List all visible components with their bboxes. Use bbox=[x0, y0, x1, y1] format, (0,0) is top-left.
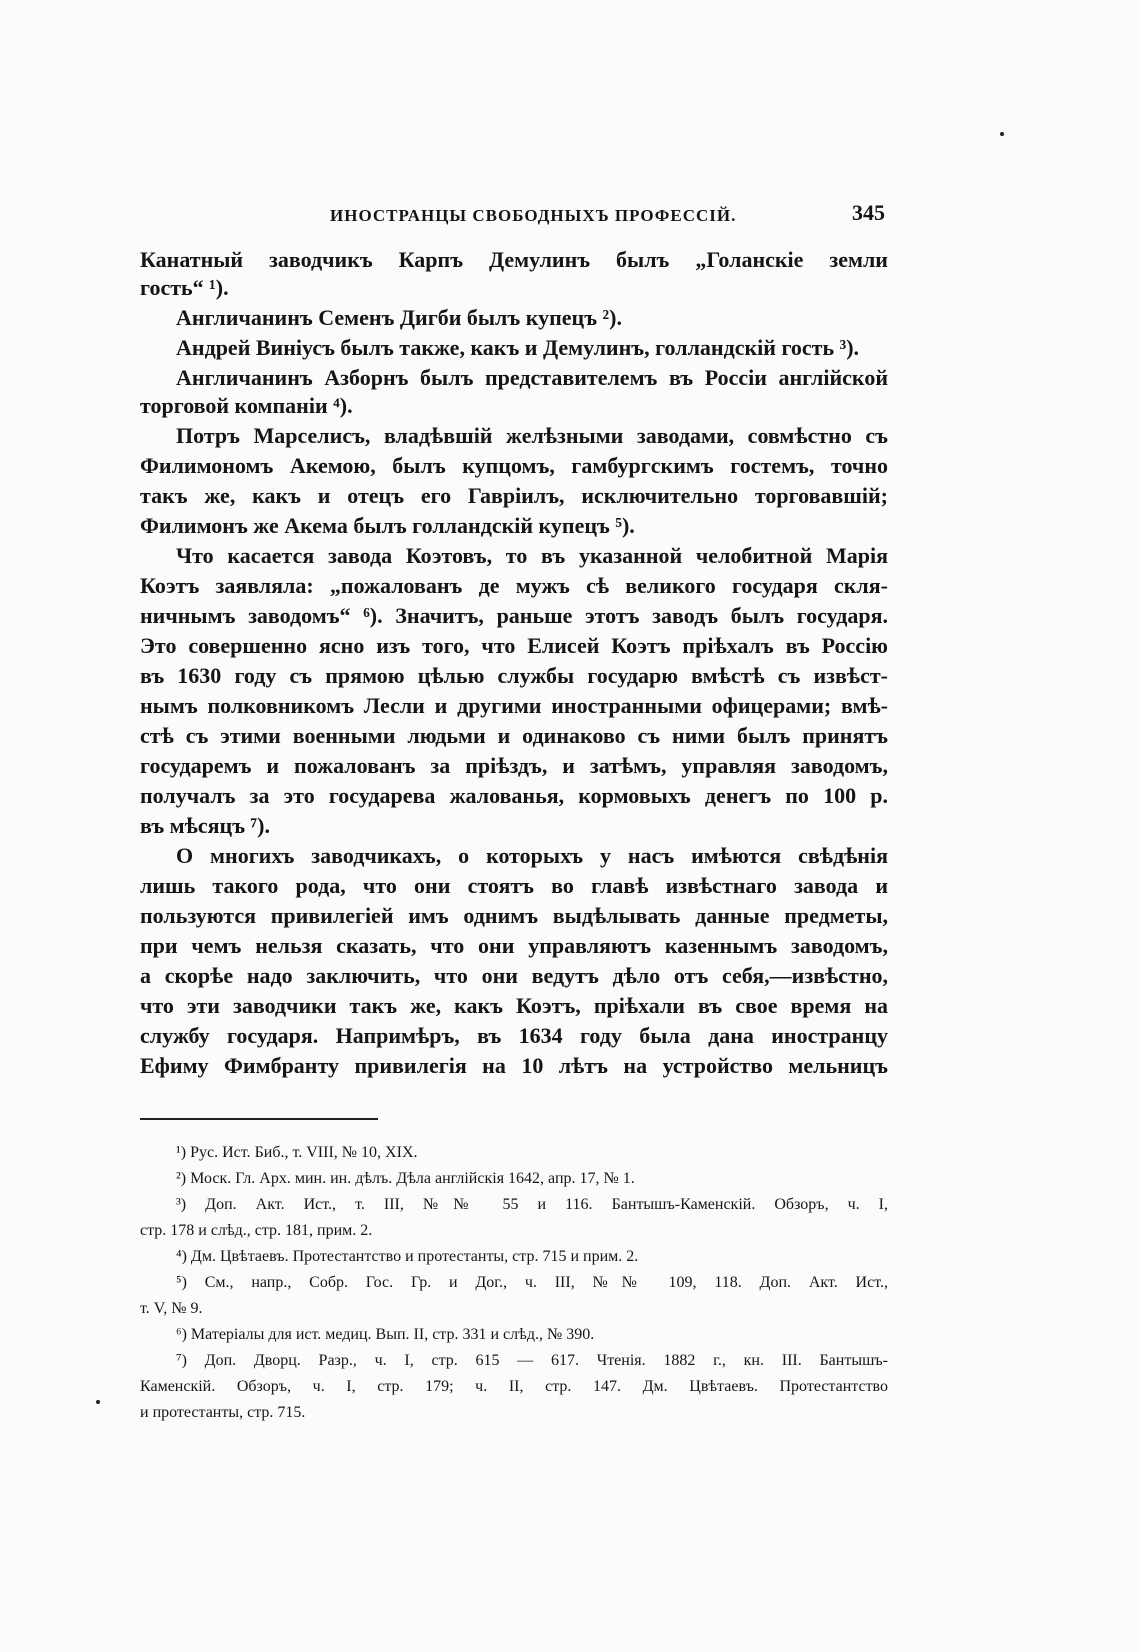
body-line: получалъ за это государева жалованья, кормовыхъ денегъ по 100 р. bbox=[140, 783, 888, 808]
body-line: торговой компаніи ⁴). bbox=[140, 393, 353, 418]
scan-speck bbox=[1000, 132, 1004, 136]
page-number: 345 bbox=[852, 200, 885, 225]
footnote-line: ⁵) См., напр., Собр. Гос. Гр. и Дог., ч. III, №№ 109, 118. Доп. Акт. Ист., bbox=[176, 1274, 888, 1291]
body-line: государемъ и пожалованъ за пріѣздъ, и затѣмъ, управляя заводомъ, bbox=[140, 753, 888, 778]
body-line: Ефиму Фимбранту привилегія на 10 лѣтъ на устройство мельницъ bbox=[140, 1053, 888, 1078]
running-header: ИНОСТРАНЦЫ СВОБОДНЫХЪ ПРОФЕССІЙ. bbox=[330, 206, 737, 225]
body-line: а скорѣе надо заключить, что они ведутъ дѣло отъ себя,—извѣстно, bbox=[140, 963, 888, 988]
footnote-line: ⁷) Доп. Дворц. Разр., ч. I, стр. 615 — 617. Чтенія. 1882 г., кн. III. Бантышъ- bbox=[176, 1352, 888, 1369]
body-line: Это совершенно ясно изъ того, что Елисей Коэтъ пріѣхалъ въ Россію bbox=[140, 633, 888, 658]
footnote-separator bbox=[140, 1118, 378, 1120]
body-line: стѣ съ этими военными людьми и одинаково съ ними былъ принятъ bbox=[140, 723, 888, 748]
body-line: Филимономъ Акемою, былъ купцомъ, гамбургскимъ гостемъ, точно bbox=[140, 453, 888, 478]
body-line: въ 1630 году съ прямою цѣлью службы государю вмѣстѣ съ извѣст- bbox=[140, 663, 888, 688]
body-line: Англичанинъ Семенъ Дигби былъ купецъ ²). bbox=[176, 305, 622, 330]
footnote-line: Каменскій. Обзоръ, ч. I, стр. 179; ч. II, стр. 147. Дм. Цвѣтаевъ. Протестантство bbox=[140, 1378, 888, 1395]
footnote-line: ¹) Рус. Ист. Биб., т. VIII, № 10, XIX. bbox=[176, 1144, 418, 1161]
body-line: Филимонъ же Акема былъ голландскій купецъ ⁵). bbox=[140, 513, 635, 538]
footnote-line: т. V, № 9. bbox=[140, 1300, 203, 1317]
body-line: лишь такого рода, что они стоятъ во главѣ извѣстнаго завода и bbox=[140, 873, 888, 898]
footnote-line: и протестанты, стр. 715. bbox=[140, 1404, 306, 1421]
body-line: такъ же, какъ и отецъ его Гавріилъ, исключительно торговавшій; bbox=[140, 483, 888, 508]
body-line: при чемъ нельзя сказать, что они управляютъ казеннымъ заводомъ, bbox=[140, 933, 888, 958]
body-line: Канатный заводчикъ Карпъ Демулинъ былъ „Голанскіе земли bbox=[140, 247, 888, 272]
body-line: службу государя. Напримѣръ, въ 1634 году была дана иностранцу bbox=[140, 1023, 888, 1048]
footnote-line: ⁴) Дм. Цвѣтаевъ. Протестантство и протестанты, стр. 715 и прим. 2. bbox=[176, 1248, 639, 1265]
footnote-line: стр. 178 и слѣд., стр. 181, прим. 2. bbox=[140, 1222, 373, 1239]
body-line: пользуются привилегіей имъ однимъ выдѣлывать данные предметы, bbox=[140, 903, 888, 928]
body-line: О многихъ заводчикахъ, о которыхъ у насъ имѣются свѣдѣнія bbox=[176, 843, 888, 868]
footnote-line: ⁶) Матеріалы для ист. медиц. Вып. II, стр. 331 и слѣд., № 390. bbox=[176, 1326, 595, 1343]
body-line: Потръ Марселисъ, владѣвшій желѣзными заводами, совмѣстно съ bbox=[176, 423, 888, 448]
footnote-line: ²) Моск. Гл. Арх. мин. ин. дѣлъ. Дѣла англійскія 1642, апр. 17, № 1. bbox=[176, 1170, 635, 1187]
body-line: Что касается завода Коэтовъ, то въ указанной челобитной Марія bbox=[176, 543, 888, 568]
scan-speck bbox=[96, 1400, 100, 1404]
footnote-line: ³) Доп. Акт. Ист., т. III, №№ 55 и 116. Бантышъ-Каменскій. Обзоръ, ч. I, bbox=[176, 1196, 888, 1213]
body-line: что эти заводчики такъ же, какъ Коэтъ, пріѣхали въ свое время на bbox=[140, 993, 888, 1018]
body-line: нымъ полковникомъ Лесли и другими иностранными офицерами; вмѣ- bbox=[140, 693, 888, 718]
body-line: гость“ ¹). bbox=[140, 275, 229, 300]
body-line: Англичанинъ Азборнъ былъ представителемъ въ Россіи англійской bbox=[176, 365, 888, 390]
body-line: ничнымъ заводомъ“ ⁶). Значитъ, раньше этотъ заводъ былъ государя. bbox=[140, 603, 888, 628]
body-line: Коэтъ заявляла: „пожалованъ де мужъ сѣ великого государя скля- bbox=[140, 573, 888, 598]
body-line: Андрей Виніусъ былъ также, какъ и Демулинъ, голландскій гость ³). bbox=[176, 335, 860, 360]
body-line: въ мѣсяцъ ⁷). bbox=[140, 813, 270, 838]
